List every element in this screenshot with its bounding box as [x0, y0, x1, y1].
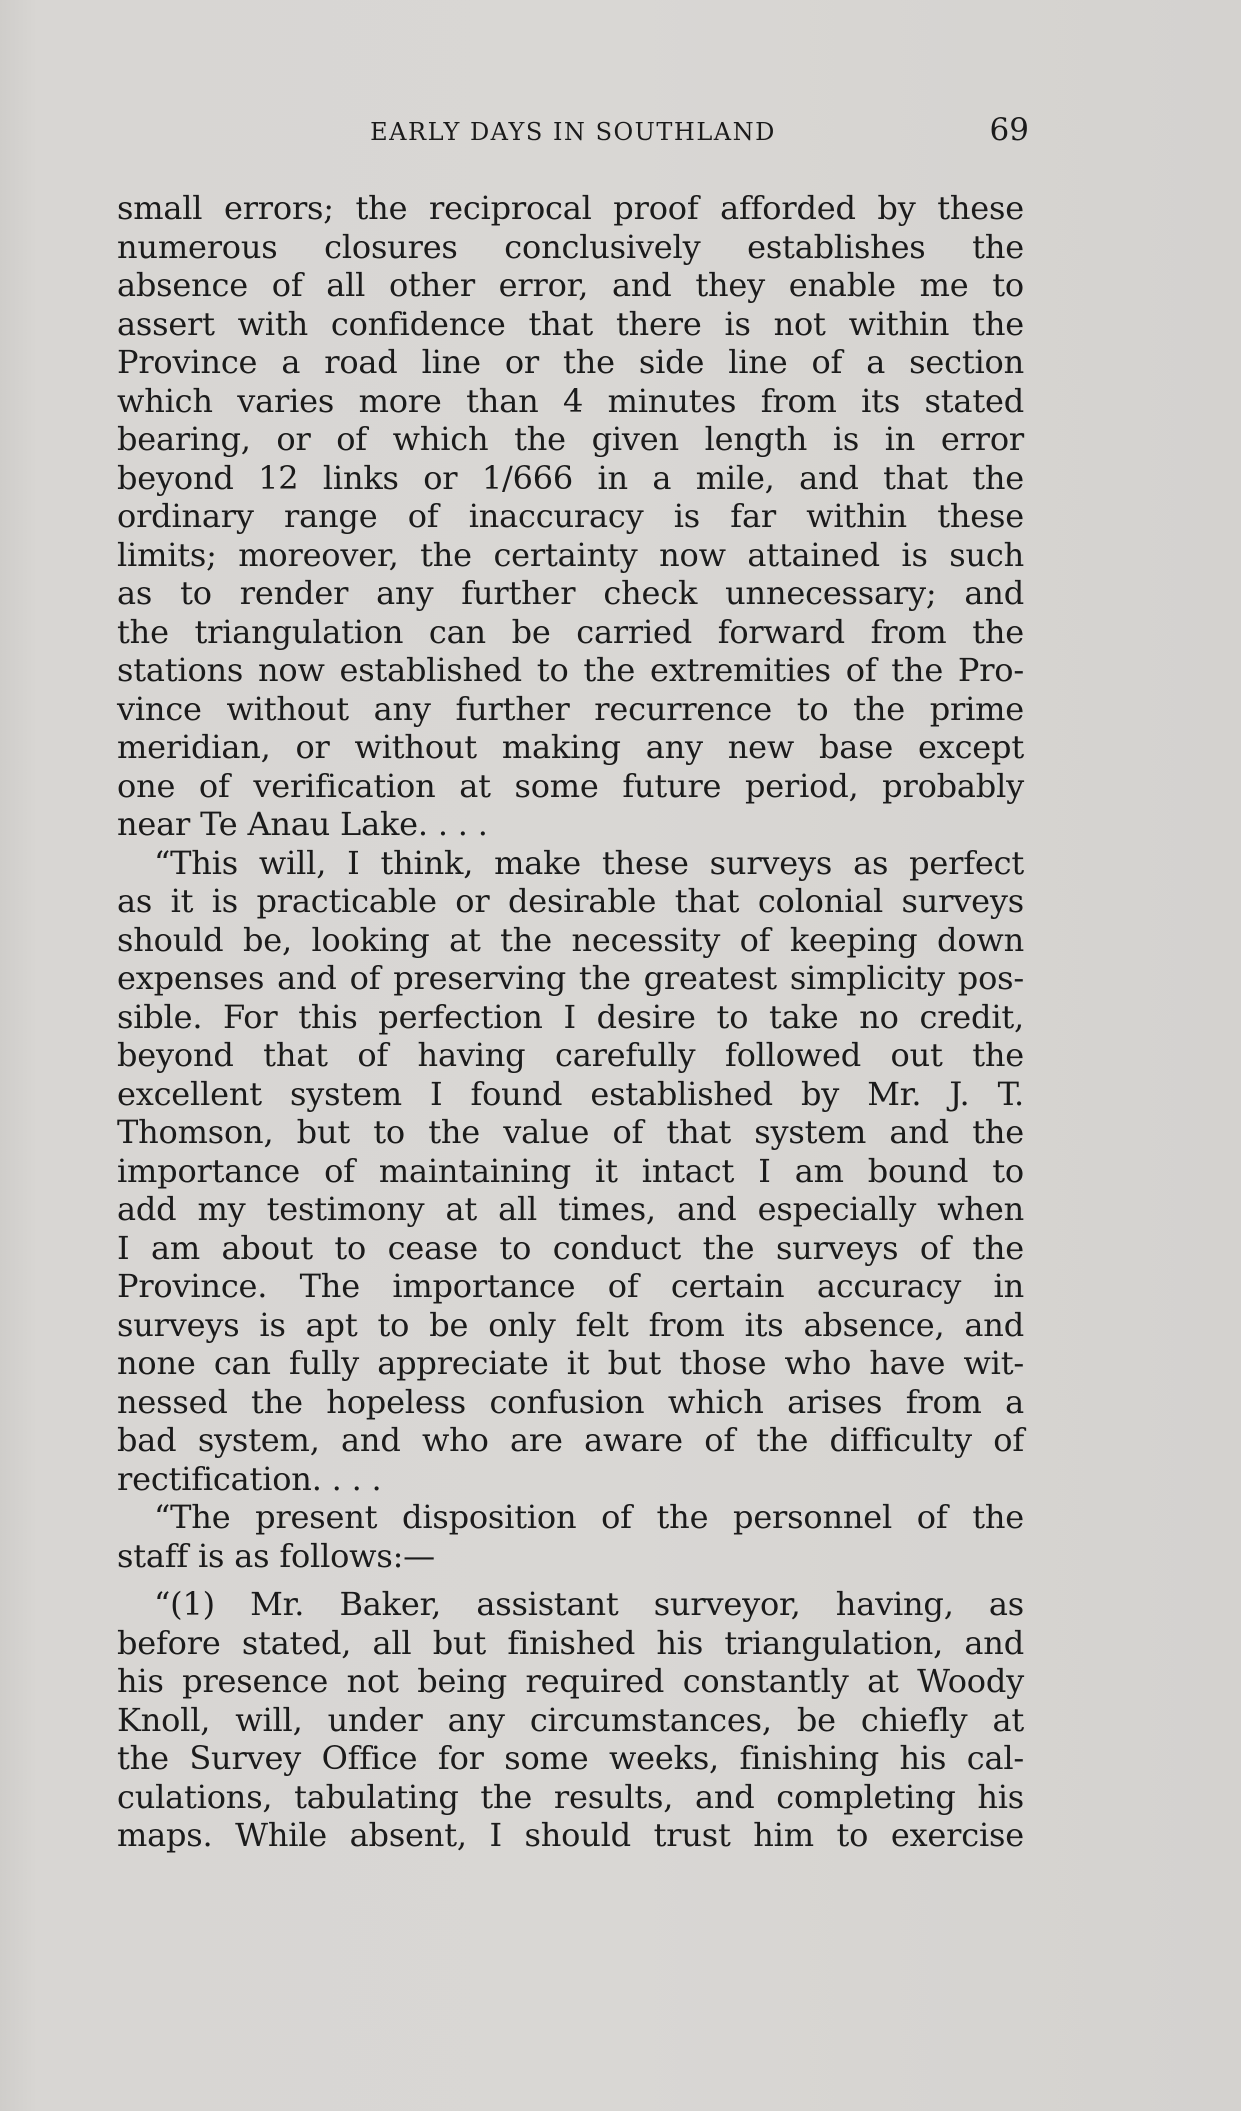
text-line: numerous closures conclusively establishes the	[117, 227, 1024, 266]
text-line: vince without any further recurrence to the prime	[117, 689, 1024, 728]
text-line: meridian, or without making any new base except	[117, 728, 1024, 766]
body-text	[117, 189, 1024, 1855]
text-line: nessed the hopeless confusion which arises from a	[117, 1382, 1024, 1421]
text-line: surveys is apt to be only felt from its absence, and	[117, 1305, 1024, 1344]
text-line: add my testimony at all times, and especially when	[117, 1190, 1024, 1228]
text-line: I am about to cease to conduct the surveys of the	[117, 1228, 1024, 1267]
text-line: excellent system I found established by Mr. J. T.	[117, 1074, 1024, 1113]
text-line: culations, tabulating the results, and completing his	[117, 1777, 1024, 1816]
text-line: “(1) Mr. Baker, assistant surveyor, having, as	[154, 1585, 1024, 1623]
text-line: assert with confidence that there is not within the	[117, 304, 1024, 343]
running-head	[117, 112, 1029, 152]
text-line: one of verification at some future period, probably	[117, 766, 1024, 805]
paragraph-gap	[117, 1575, 1024, 1585]
page-number: 69	[989, 112, 1029, 148]
running-title: EARLY DAYS IN SOUTHLAND	[370, 118, 776, 146]
text-line: absence of all other error, and they enable me to	[117, 266, 1024, 304]
text-line: Province a road line or the side line of a section	[117, 343, 1024, 381]
text-line: staff is as follows:—	[117, 1536, 435, 1575]
text-line: stations now established to the extremities of the Pro-	[117, 651, 1024, 689]
text-line: his presence not being required constantly at Woody	[117, 1662, 1024, 1700]
text-line: beyond 12 links or 1/666 in a mile, and that the	[117, 458, 1024, 497]
text-line: importance of maintaining it intact I am bound to	[117, 1151, 1024, 1190]
text-line: beyond that of having carefully followed out the	[117, 1036, 1024, 1074]
text-line: bearing, or of which the given length is in error	[117, 420, 1024, 458]
text-line: limits; moreover, the certainty now attained is such	[117, 535, 1024, 574]
text-line: expenses and of preserving the greatest simplicity pos-	[117, 959, 1024, 997]
text-line: “The present disposition of the personnel of the	[154, 1498, 1024, 1536]
text-line: the triangulation can be carried forward from the	[117, 612, 1024, 651]
text-line: should be, looking at the necessity of keeping down	[117, 920, 1024, 959]
text-line: “This will, I think, make these surveys as perfect	[154, 843, 1024, 882]
text-line: near Te Anau Lake. . . .	[117, 805, 488, 843]
text-line: which varies more than 4 minutes from its stated	[117, 381, 1024, 420]
text-line: sible. For this perfection I desire to take no credit,	[117, 997, 1024, 1036]
text-line: Province. The importance of certain accuracy in	[117, 1267, 1024, 1305]
text-line: bad system, and who are aware of the difficulty of	[117, 1421, 1024, 1459]
text-line: rectification. . . .	[117, 1459, 382, 1498]
text-line: as to render any further check unnecessary; and	[117, 574, 1024, 612]
text-line: before stated, all but finished his triangulation, and	[117, 1623, 1024, 1662]
text-line: small errors; the reciprocal proof afforded by these	[117, 189, 1024, 227]
text-line: Thomson, but to the value of that system and the	[117, 1113, 1024, 1151]
text-line: as it is practicable or desirable that colonial surveys	[117, 882, 1024, 920]
text-line: maps. While absent, I should trust him to exercise	[117, 1816, 1024, 1854]
text-line: the Survey Office for some weeks, finishing his cal-	[117, 1739, 1024, 1777]
text-line: Knoll, will, under any circumstances, be chiefly at	[117, 1700, 1024, 1739]
text-line: none can fully appreciate it but those who have wit-	[117, 1344, 1024, 1382]
text-line: ordinary range of inaccuracy is far within these	[117, 497, 1024, 535]
